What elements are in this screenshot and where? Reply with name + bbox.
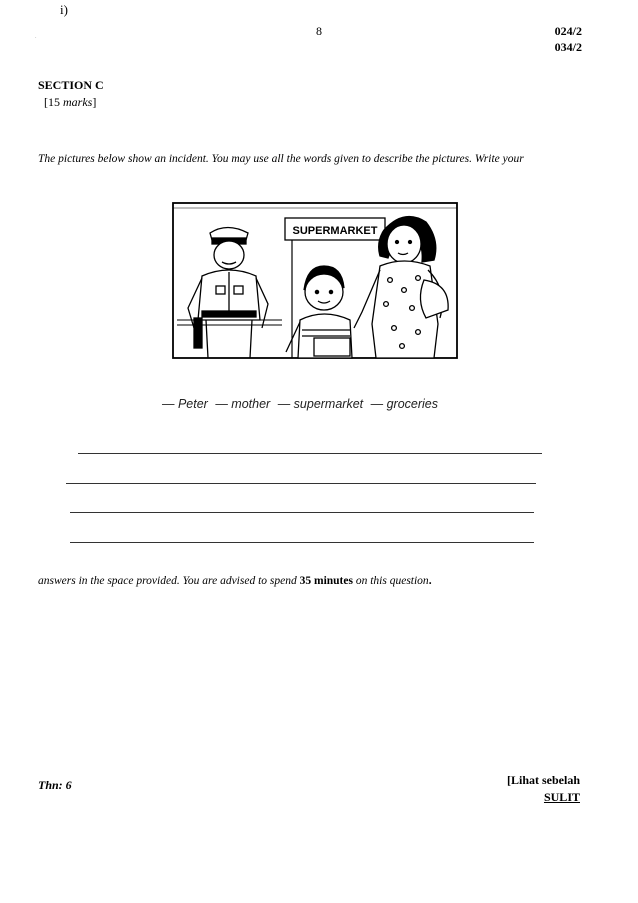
incident-picture xyxy=(172,200,458,360)
paper-code-1: 024/2 xyxy=(554,24,582,38)
instruction-line-2 xyxy=(38,575,432,587)
word-mother: — mother xyxy=(215,397,271,411)
marks-open: [15 xyxy=(44,95,63,109)
time-limit: 35 minutes xyxy=(299,575,353,587)
marks-word: marks xyxy=(63,95,93,109)
answer-line-4 xyxy=(70,542,534,543)
marks-close: ] xyxy=(92,95,97,109)
instruction-line-2-end: on this question xyxy=(352,575,429,587)
stray-dot: . xyxy=(35,34,37,40)
section-marks xyxy=(44,95,96,110)
footer-sulit: SULIT xyxy=(543,790,580,804)
footer-thn: Thn: 6 xyxy=(38,778,72,792)
instruction-line-1: The pictures below show an incident. You may use all the words given to describe the pictures. Write your xyxy=(38,153,524,165)
footer-lihat-sebelah: [Lihat sebelah xyxy=(506,773,580,787)
word-peter: — Peter xyxy=(161,397,208,411)
page-number: 8 xyxy=(316,24,322,38)
instruction-period: . xyxy=(428,575,432,587)
answer-line-2 xyxy=(66,483,536,484)
word-supermarket: — supermarket xyxy=(277,397,364,411)
corner-mark: i) xyxy=(60,2,68,17)
supermarket-sign: SUPERMARKET xyxy=(292,225,378,237)
given-words xyxy=(0,397,600,411)
word-groceries: — groceries xyxy=(370,397,439,411)
instruction-line-2-start: answers in the space provided. You are advised to spend xyxy=(38,575,300,587)
answer-line-3 xyxy=(70,512,534,513)
answer-line-1 xyxy=(78,453,542,454)
paper-code-2: 034/2 xyxy=(554,40,582,54)
section-title: SECTION C xyxy=(38,78,104,92)
